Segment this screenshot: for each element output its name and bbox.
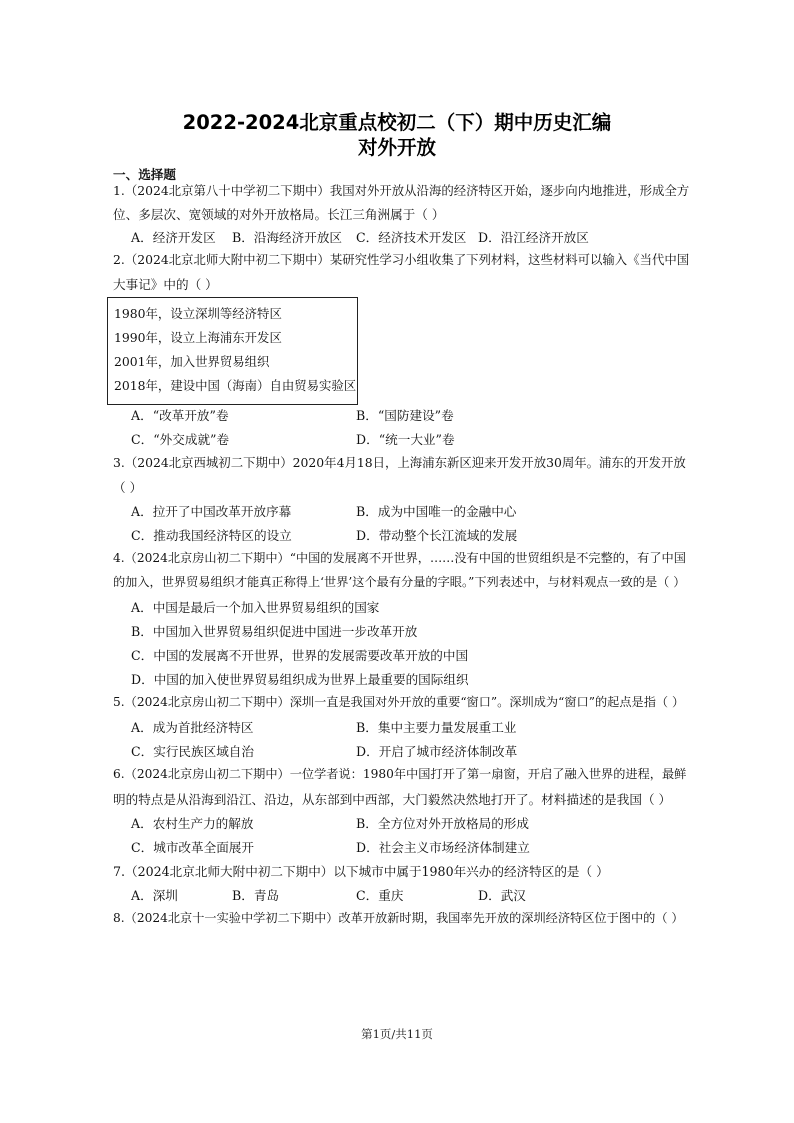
page-footer: 第1页/共11页 — [361, 1027, 433, 1041]
question-2-line-1: 2.（2024北京北师大附中初二下期中）某研究性学习小组收集了下列材料，这些材料可以输入《当代中国 — [113, 252, 690, 267]
question-6-option-c: C．城市改革全面展开 — [131, 840, 254, 855]
question-2-option-c: C．“外交成就”卷 — [131, 432, 230, 447]
question-2-option-d: D．“统一大业”卷 — [356, 432, 455, 447]
question-6-option-d: D．社会主义市场经济体制建立 — [356, 840, 530, 855]
material-item: 1990年，设立上海浦东开发区 — [114, 330, 282, 345]
question-4-option-a: A．中国是最后一个加入世界贸易组织的国家 — [131, 600, 380, 615]
question-5-option-b: B．集中主要力量发展重工业 — [356, 720, 517, 735]
question-3-option-d: D．带动整个长江流域的发展 — [356, 528, 518, 543]
section-heading: 一、选择题 — [113, 167, 176, 182]
question-2-option-a: A．“改革开放”卷 — [131, 408, 229, 423]
material-item: 2001年，加入世界贸易组织 — [114, 354, 270, 369]
question-1-line-1: 1.（2024北京第八十中学初二下期中）我国对外开放从沿海的经济特区开始，逐步向内地推进，形成全方 — [113, 183, 690, 198]
question-2-line-2: 大事记》中的（ ） — [113, 277, 218, 292]
question-3-option-a: A．拉开了中国改革开放序幕 — [131, 504, 292, 519]
question-7-option-c: C．重庆 — [356, 888, 404, 903]
question-5-option-d: D．开启了城市经济体制改革 — [356, 744, 518, 759]
question-4-line-1: 4.（2024北京房山初二下期中）“中国的发展离不开世界，……没有中国的世贸组织是不完整的，有了中国 — [113, 551, 686, 565]
question-3-line-2: （ ） — [113, 480, 143, 495]
material-item: 2018年，建设中国（海南）自由贸易实验区 — [114, 378, 357, 393]
question-5-option-c: C．实行民族区域自治 — [131, 744, 254, 759]
question-7-option-d: D．武汉 — [478, 888, 526, 903]
question-5-line-1: 5.（2024北京房山初二下期中）深圳一直是我国对外开放的重要“窗口”。深圳成为“窗口”的起点是指（ ） — [113, 695, 685, 709]
document-subtitle: 对外开放 — [357, 136, 436, 159]
question-6-line-2: 明的特点是从沿海到沿江、沿边，从东部到中西部，大门毅然决然地打开了。材料描述的是我国（ ） — [113, 792, 672, 807]
question-4-option-d: D．中国的加入使世界贸易组织成为世界上最重要的国际组织 — [131, 672, 469, 687]
question-4-option-b: B．中国加入世界贸易组织促进中国进一步改革开放 — [131, 624, 418, 639]
question-1-option-d: D．沿江经济开放区 — [478, 230, 589, 245]
question-1-option-c: C．经济技术开发区 — [356, 230, 467, 245]
material-item: 1980年，设立深圳等经济特区 — [114, 306, 282, 321]
question-3-line-1: 3.（2024北京西城初二下期中）2020年4月18日，上海浦东新区迎来开发开放30周年。浦东的开发开放 — [113, 455, 686, 470]
material-box — [107, 297, 358, 405]
question-5-option-a: A．成为首批经济特区 — [131, 720, 254, 735]
question-6-line-1: 6.（2024北京房山初二下期中）一位学者说：1980年中国打开了第一扇窗，开启了融入世界的进程，最鲜 — [113, 767, 687, 781]
question-7-option-a: A．深圳 — [131, 888, 178, 903]
question-2-option-b: B．“国防建设”卷 — [356, 408, 454, 423]
question-7-line-1: 7.（2024北京北师大附中初二下期中）以下城市中属于1980年兴办的经济特区的是（ ） — [113, 864, 609, 879]
question-1-line-2: 位、多层次、宽领域的对外开放格局。长江三角洲属于（ ） — [113, 207, 445, 222]
question-3-option-c: C．推动我国经济特区的设立 — [131, 528, 292, 543]
question-4-line-2: 的加入，世界贸易组织才能真正称得上‘世界’这个最有分量的字眼。”下列表述中，与材料观点一致的是（ ） — [113, 575, 686, 589]
question-8-line-1: 8.（2024北京十一实验中学初二下期中）改革开放新时期，我国率先开放的深圳经济特区位于图中的（ ） — [113, 911, 684, 925]
question-3-option-b: B．成为中国唯一的金融中心 — [356, 504, 517, 519]
document-title: 2022-2024北京重点校初二（下）期中历史汇编 — [182, 111, 612, 134]
question-4-option-c: C．中国的发展离不开世界，世界的发展需要改革开放的中国 — [131, 648, 469, 663]
question-1-option-b: B．沿海经济开放区 — [232, 230, 343, 245]
question-1-option-a: A．经济开发区 — [131, 230, 216, 245]
question-6-option-b: B．全方位对外开放格局的形成 — [356, 816, 529, 831]
question-7-option-b: B．青岛 — [232, 888, 280, 903]
question-6-option-a: A．农村生产力的解放 — [131, 816, 254, 831]
